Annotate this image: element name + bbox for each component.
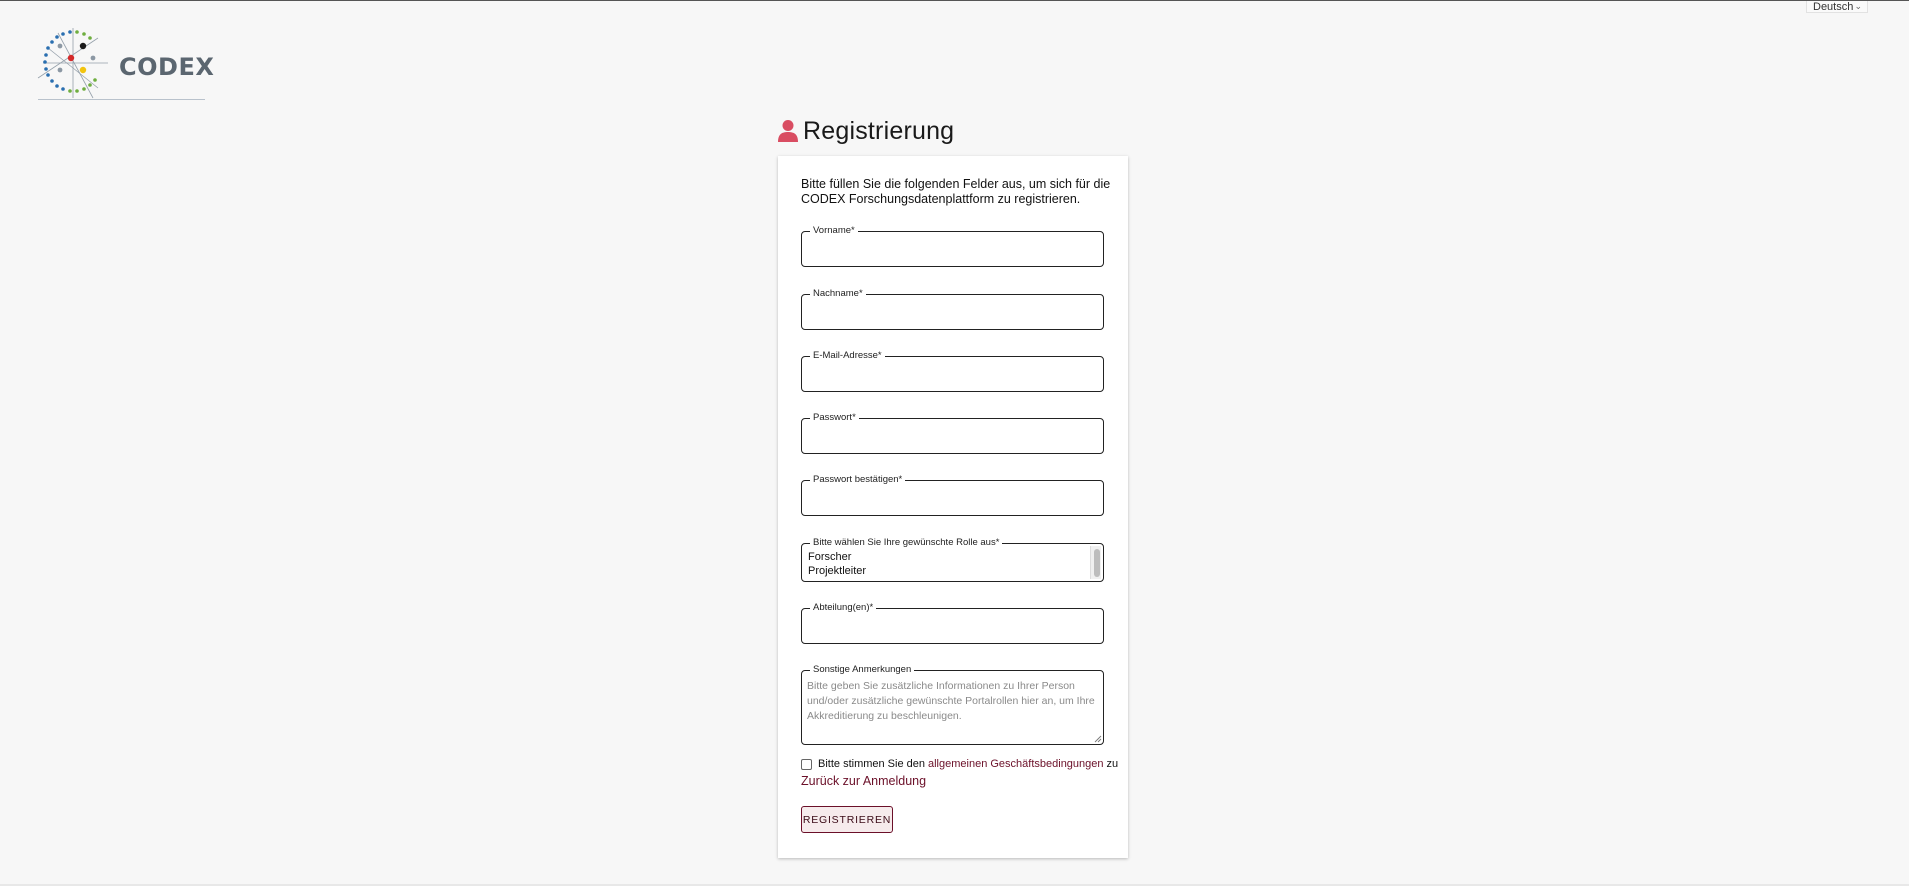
terms-checkbox[interactable] [801,759,812,770]
top-border [0,0,1909,1]
terms-row [801,757,1118,771]
first-name-input[interactable] [808,240,1097,262]
remarks-label: Sonstige Anmerkungen [810,664,914,676]
logo-underline [38,99,205,100]
terms-link[interactable]: allgemeinen Geschäftsbedingungen [928,758,1104,770]
role-option-forscher[interactable]: Forscher [808,551,852,563]
logo-text: CODEX [119,53,215,81]
email-label: E-Mail-Adresse* [810,350,885,362]
page-title: Registrierung [803,116,955,145]
resize-grip-icon[interactable] [1094,735,1102,743]
first-name-label: Vorname* [810,225,858,237]
page-heading [778,115,954,147]
last-name-label: Nachname* [810,288,866,300]
first-name-field[interactable] [801,225,1104,267]
last-name-input[interactable] [808,303,1097,325]
role-option-projektleiter[interactable]: Projektleiter [808,565,867,577]
department-input[interactable] [808,617,1097,639]
role-label: Bitte wählen Sie Ihre gewünschte Rolle aus* [810,537,1002,549]
role-select-scroll-thumb[interactable] [1094,549,1100,577]
department-field[interactable] [801,602,1104,644]
password-label: Passwort* [810,412,859,424]
remarks-textarea[interactable] [807,679,1100,741]
role-select[interactable] [801,537,1104,582]
user-icon [778,119,798,143]
chevron-down-icon: ⌄ [1854,1,1862,11]
email-input[interactable] [808,365,1097,387]
email-field[interactable] [801,350,1104,392]
terms-suffix: zu [1106,758,1119,770]
register-button[interactable]: REGISTRIEREN [801,806,893,833]
registration-card [778,156,1128,858]
remarks-field[interactable] [801,664,1104,745]
last-name-field[interactable] [801,288,1104,330]
back-to-login-link[interactable]: Zurück zur Anmeldung [801,774,927,788]
department-label: Abteilung(en)* [810,602,876,614]
intro-text: Bitte füllen Sie die folgenden Felder aus, um sich für die CODEX Forschungsdatenplattform zu registrieren. [801,177,1111,206]
confirm-password-input[interactable] [808,489,1097,511]
terms-prefix: Bitte stimmen Sie den [818,758,925,770]
confirm-password-field[interactable] [801,474,1104,516]
language-selector[interactable] [1806,1,1868,13]
language-label: Deutsch [1813,1,1854,13]
password-input[interactable] [808,427,1097,449]
password-field[interactable] [801,412,1104,454]
confirm-password-label: Passwort bestätigen* [810,474,905,486]
